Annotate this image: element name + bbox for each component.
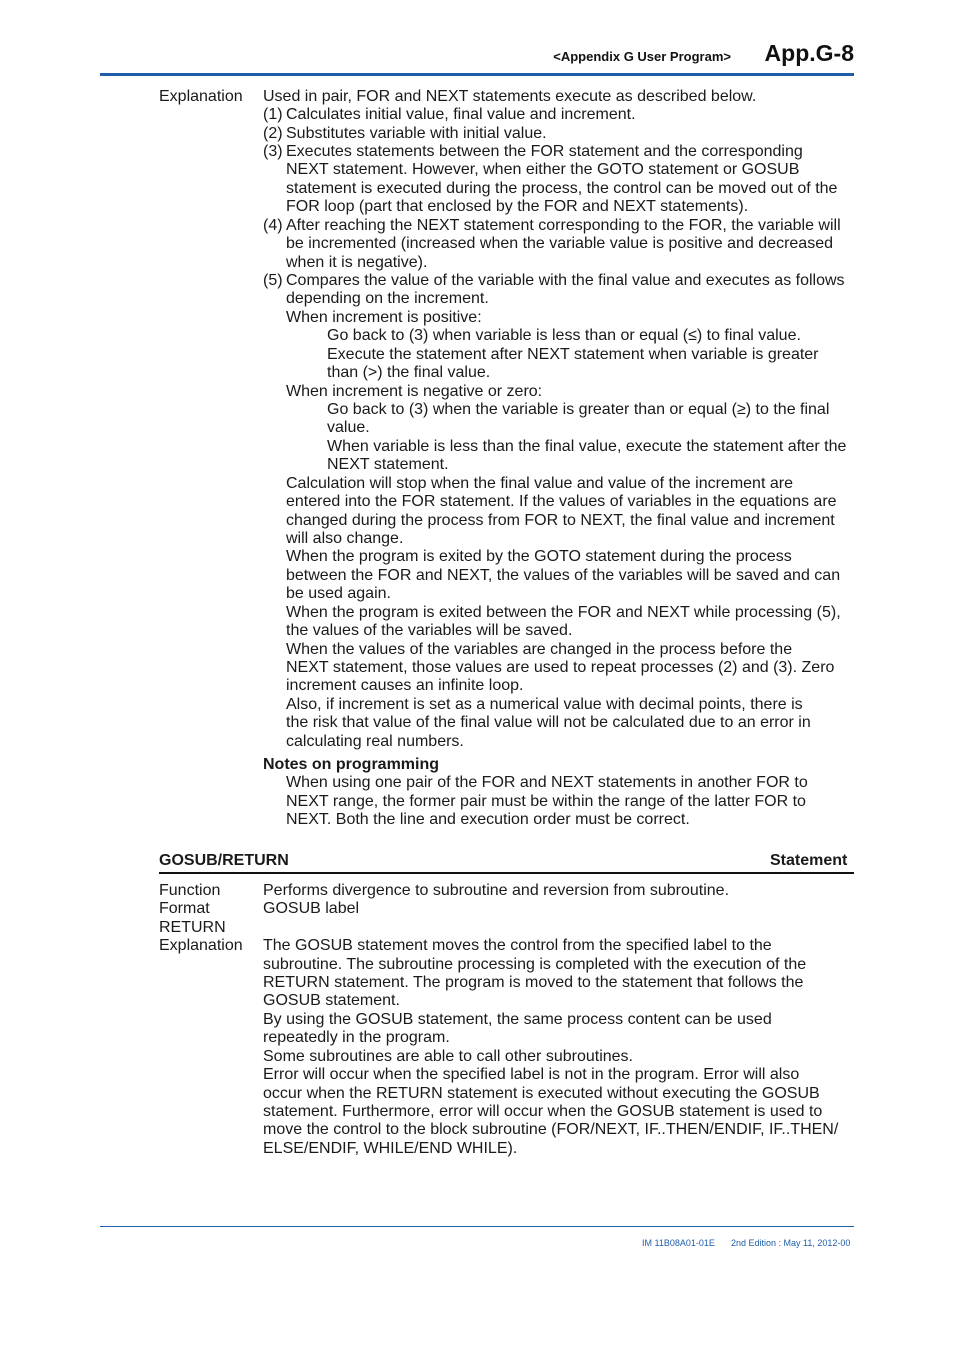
step-number: (4): [263, 217, 283, 234]
paragraph-line: the risk that value of the final value will not be calculated due to an error in: [286, 714, 811, 731]
paragraph-line: the values of the variables will be saved.: [286, 622, 573, 639]
header-section-title: <Appendix G User Program>: [553, 49, 731, 64]
footer-rule: [100, 1226, 854, 1227]
gosub-explanation-line: subroutine. The subroutine processing is completed with the execution of the: [263, 956, 807, 973]
paragraph-line: entered into the FOR statement. If the values of variables in the equations are: [286, 493, 837, 510]
gosub-explanation-line: Error will occur when the specified label is not in the program. Error will also: [263, 1066, 800, 1083]
footer-edition: 2nd Edition : May 11, 2012-00: [731, 1238, 851, 1248]
paragraph-line: NEXT statement, those values are used to repeat processes (2) and (3). Zero: [286, 659, 835, 676]
paragraph-line: Calculation will stop when the final value and value of the increment are: [286, 475, 793, 492]
negative-line: When variable is less than the final value, execute the statement after the: [327, 438, 847, 455]
negative-line: Go back to (3) when the variable is greater than or equal (≥) to the final: [327, 401, 830, 418]
step-line: when it is negative).: [286, 254, 428, 271]
step-line: Compares the value of the variable with the final value and executes as follows: [286, 272, 845, 289]
positive-line: Go back to (3) when variable is less than or equal (≤) to final value.: [327, 327, 801, 344]
notes-line: NEXT range, the former pair must be within the range of the latter FOR to: [286, 793, 806, 810]
paragraph-line: will also change.: [286, 530, 404, 547]
paragraph-line: When the values of the variables are changed in the process before the: [286, 641, 793, 658]
gosub-explanation-line: By using the GOSUB statement, the same process content can be used: [263, 1011, 772, 1028]
gosub-section-kind: Statement: [770, 852, 848, 869]
step-line: be incremented (increased when the variable value is positive and decreased: [286, 235, 833, 252]
paragraph-line: changed during the process from FOR to NEXT, the final value and increment: [286, 512, 835, 529]
function-text: Performs divergence to subroutine and reversion from subroutine.: [263, 882, 730, 899]
step-line: NEXT statement. However, when either the GOTO statement or GOSUB: [286, 161, 800, 178]
format-text: GOSUB label: [263, 900, 360, 917]
gosub-explanation-line: occur when the RETURN statement is executed without executing the GOSUB: [263, 1085, 820, 1102]
gosub-explanation-line: statement. Furthermore, error will occur when the GOSUB statement is used to: [263, 1103, 823, 1120]
step-number: (3): [263, 143, 283, 160]
step-line: After reaching the NEXT statement corresponding to the FOR, the variable will: [286, 217, 841, 234]
negative-line: NEXT statement.: [327, 456, 449, 473]
step-line: depending on the increment.: [286, 290, 489, 307]
gosub-explanation-line: Some subroutines are able to call other subroutines.: [263, 1048, 633, 1065]
return-label: RETURN: [159, 919, 226, 936]
paragraph-line: be used again.: [286, 585, 391, 602]
notes-line: NEXT. Both the line and execution order must be correct.: [286, 811, 690, 828]
step-number: (2): [263, 125, 283, 142]
footer-document-id: IM 11B08A01-01E: [642, 1238, 715, 1248]
step-line: FOR loop (part that enclosed by the FOR and NEXT statements).: [286, 198, 749, 215]
gosub-explanation-line: ELSE/ENDIF, WHILE/END WHILE).: [263, 1140, 518, 1157]
gosub-explanation-line: RETURN statement. The program is moved to the statement that follows the: [263, 974, 804, 991]
function-label: Function: [159, 882, 221, 899]
step-line: Substitutes variable with initial value.: [286, 125, 547, 142]
negative-line: value.: [327, 419, 370, 436]
step-number: (1): [263, 106, 283, 123]
paragraph-line: between the FOR and NEXT, the values of the variables will be saved and can: [286, 567, 841, 584]
section-rule: [159, 872, 854, 874]
positive-increment-heading: When increment is positive:: [286, 309, 482, 326]
paragraph-line: calculating real numbers.: [286, 733, 464, 750]
gosub-explanation-line: The GOSUB statement moves the control from the specified label to the: [263, 937, 772, 954]
step-line: statement is executed during the process, the control can be moved out of the: [286, 180, 838, 197]
notes-line: When using one pair of the FOR and NEXT statements in another FOR to: [286, 774, 808, 791]
paragraph-line: When the program is exited by the GOTO statement during the process: [286, 548, 792, 565]
notes-heading: Notes on programming: [263, 756, 440, 773]
gosub-explanation-line: GOSUB statement.: [263, 992, 400, 1009]
step-line: Executes statements between the FOR statement and the corresponding: [286, 143, 803, 160]
for-next-intro: Used in pair, FOR and NEXT statements execute as described below.: [263, 88, 757, 105]
negative-increment-heading: When increment is negative or zero:: [286, 383, 543, 400]
step-line: Calculates initial value, final value and increment.: [286, 106, 636, 123]
gosub-explanation-label: Explanation: [159, 937, 243, 954]
format-label: Format: [159, 900, 210, 917]
paragraph-line: increment causes an infinite loop.: [286, 677, 524, 694]
gosub-section-title: GOSUB/RETURN: [159, 852, 289, 869]
page-number: App.G-8: [764, 40, 854, 66]
explanation-label: Explanation: [159, 88, 243, 105]
gosub-explanation-line: move the control to the block subroutine (FOR/NEXT, IF..THEN/ENDIF, IF..THEN/: [263, 1121, 839, 1138]
gosub-explanation-line: repeatedly in the program.: [263, 1029, 450, 1046]
step-number: (5): [263, 272, 283, 289]
paragraph-line: Also, if increment is set as a numerical value with decimal points, there is: [286, 696, 803, 713]
positive-line: than (>) the final value.: [327, 364, 491, 381]
positive-line: Execute the statement after NEXT statement when variable is greater: [327, 346, 819, 363]
paragraph-line: When the program is exited between the FOR and NEXT while processing (5),: [286, 604, 841, 621]
header-rule: [100, 73, 854, 76]
